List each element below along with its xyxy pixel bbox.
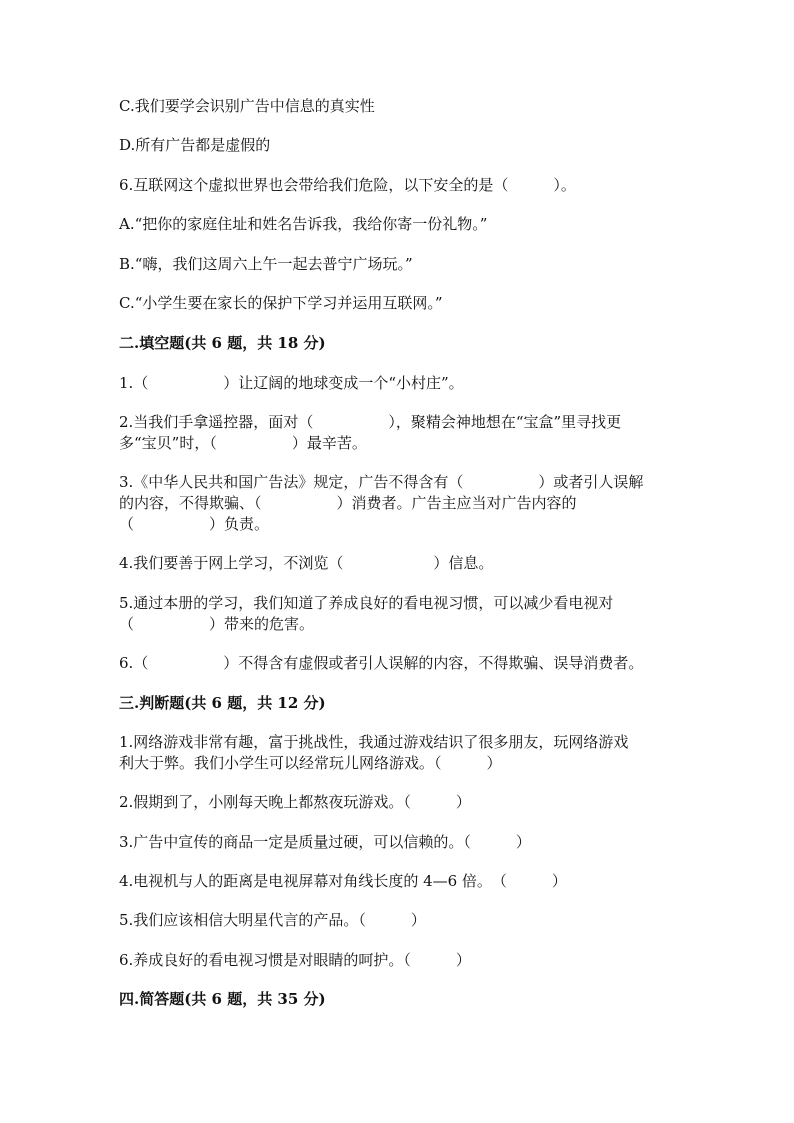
question-6-option-a: A.“把你的家庭住址和姓名告诉我，我给你寄一份礼物。”	[119, 215, 488, 233]
fill-question-3-line-1: 3.《中华人民共和国广告法》规定，广告不得含有（ ）或者引人误解	[119, 473, 644, 491]
judge-question-2: 2.假期到了，小刚每天晚上都熬夜玩游戏。（ ）	[119, 793, 471, 811]
judge-question-5: 5.我们应该相信大明星代言的产品。（ ）	[119, 911, 426, 929]
judge-question-6: 6.养成良好的看电视习惯是对眼睛的呵护。（ ）	[119, 951, 471, 969]
fill-question-1: 1.（ ）让辽阔的地球变成一个“小村庄”。	[119, 374, 464, 392]
option-c-prev-question: C.我们要学会识别广告中信息的真实性	[119, 97, 375, 115]
option-d-prev-question: D.所有广告都是虚假的	[119, 136, 271, 154]
fill-question-3-line-2: 的内容，不得欺骗、（ ）消费者。广告主应当对广告内容的	[119, 494, 577, 512]
section-heading-short-answer: 四.简答题(共 6 题，共 35 分)	[119, 990, 326, 1008]
fill-question-2-line-1: 2.当我们手拿遥控器，面对（ ），聚精会神地想在“宝盒”里寻找更	[119, 413, 622, 431]
question-6-stem: 6.互联网这个虚拟世界也会带给我们危险，以下安全的是（ ）。	[119, 176, 576, 194]
fill-question-5-line-1: 5.通过本册的学习，我们知道了养成良好的看电视习惯，可以减少看电视对	[119, 594, 614, 612]
fill-question-4: 4.我们要善于网上学习，不浏览（ ）信息。	[119, 554, 494, 572]
section-heading-judgement: 三.判断题(共 6 题，共 12 分)	[119, 694, 326, 712]
fill-question-2-line-2: 多“宝贝”时，（ ）最辛苦。	[119, 434, 367, 452]
judge-question-1-line-2: 利大于弊。我们小学生可以经常玩儿网络游戏。（ ）	[119, 754, 502, 772]
fill-question-5-line-2: （ ）带来的危害。	[119, 615, 315, 633]
judge-question-1-line-1: 1.网络游戏非常有趣，富于挑战性，我通过游戏结识了很多朋友，玩网络游戏	[119, 733, 629, 751]
fill-question-3-line-3: （ ）负责。	[119, 515, 270, 533]
question-6-option-c: C.“小学生要在家长的保护下学习并运用互联网。”	[119, 294, 443, 312]
judge-question-3: 3.广告中宣传的商品一定是质量过硬，可以信赖的。（ ）	[119, 833, 531, 851]
question-6-option-b: B.“嗨，我们这周六上午一起去普宁广场玩。”	[119, 255, 413, 273]
fill-question-6: 6.（ ）不得含有虚假或者引人误解的内容，不得欺骗、误导消费者。	[119, 654, 644, 672]
judge-question-4: 4.电视机与人的距离是电视屏幕对角线长度的 4—6 倍。 （ ）	[119, 872, 567, 890]
section-heading-fill-blank: 二.填空题(共 6 题，共 18 分)	[119, 334, 326, 352]
